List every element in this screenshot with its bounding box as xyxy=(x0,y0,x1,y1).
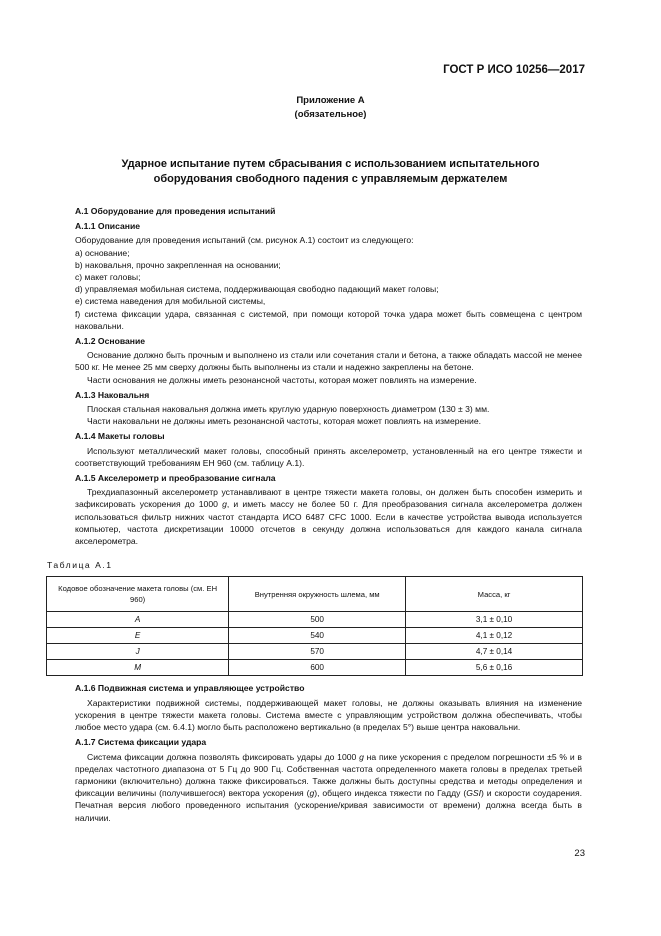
section-a13-heading: A.1.3 Наковальня xyxy=(75,389,150,400)
table-cell: 4,7 ± 0,14 xyxy=(406,644,583,660)
section-a12-heading: A.1.2 Основание xyxy=(75,336,146,347)
annex-title: Приложение А xyxy=(296,95,365,106)
table-cell: 3,1 ± 0,10 xyxy=(406,612,583,628)
section-a14-heading: A.1.4 Макеты головы xyxy=(75,431,165,442)
table-cell: E xyxy=(47,628,229,644)
section-a16-heading: A.1.6 Подвижная система и управляющее устройство xyxy=(75,683,305,694)
paragraph: Система фиксации должна позволять фиксировать удары до 1000 g на пике ускорения с пределом погрешности ±5 % и в пределах частотного диапазона от 5 Гц до 900 Гц. Собственная частота определенного макета головы в пределах третьей гармоники (включительно) должна также фиксироваться. Также должны быть доступны средства и методы определения и фиксации величины (получившегося) вектора ускорения (g), общего индекса тяжести по Гадду (GSI) и скорости соударения. Печатная версия любого проведенного испытания (ускорение/кривая зависимости от времени) должна всегда быть в наличии. xyxy=(75,751,583,823)
annex-subtitle: (обязательное) xyxy=(294,109,367,120)
table-row xyxy=(47,644,583,660)
table-cell: 5,6 ± 0,16 xyxy=(406,660,583,676)
table-label: Таблица А.1 xyxy=(47,560,113,571)
title-line-2: оборудования свободного падения с управляемым держателем xyxy=(153,173,508,185)
standard-code: ГОСТ Р ИСО 10256—2017 xyxy=(443,64,585,76)
section-a11-intro: Оборудование для проведения испытаний (см. рисунок А.1) состоит из следующего: xyxy=(75,235,414,246)
list-item: b) наковальня, прочно закрепленная на основании; xyxy=(75,259,281,270)
column-header: Кодовое обозначение макета головы (см. ЕН 960) xyxy=(47,577,229,612)
paragraph: Характеристики подвижной системы, поддерживающей макет головы, не должны оказывать влияния на изменение ускорения в центре тяжести макета головы. Система вместе с управляющим устройством должна обеспечивать, чтобы любое место удара (см. 6.4.1) могло быть расположено вертикально (в пределах 5°) выше центра наковальни. xyxy=(75,697,582,733)
paragraph: Используют металлический макет головы, способный принять акселерометр, установленный на его центре тяжести и соответствующий требованиям ЕН 960 (см. таблицу А.1). xyxy=(75,445,582,468)
table-cell: 600 xyxy=(229,660,406,676)
paragraph: Части наковальни не должны иметь резонансной частоты, которая может повлиять на измерение. xyxy=(87,416,482,427)
table-cell: J xyxy=(47,644,229,660)
column-header: Масса, кг xyxy=(406,577,583,612)
table-cell: 4,1 ± 0,12 xyxy=(406,628,583,644)
table-cell: 500 xyxy=(229,612,406,628)
title-line-1: Ударное испытание путем сбрасывания с использованием испытательного xyxy=(121,158,540,170)
annex-heading xyxy=(0,94,661,122)
section-a11-heading: A.1.1 Описание xyxy=(75,221,141,232)
list-item: c) макет головы; xyxy=(75,272,141,283)
list-item: a) основание; xyxy=(75,247,130,258)
table-row xyxy=(47,660,583,676)
list-item: f) система фиксации удара, связанная с системой, при помощи которой точка удара может быть совмещена с центром наковальни. xyxy=(75,308,582,331)
table-header-row xyxy=(47,577,583,612)
section-a1-heading: A.1 Оборудование для проведения испытаний xyxy=(75,206,276,216)
table-row xyxy=(47,628,583,644)
section-a15-heading: A.1.5 Акселерометр и преобразование сигнала xyxy=(75,473,276,484)
table-cell: A xyxy=(47,612,229,628)
paragraph: Части основания не должны иметь резонансной частоты, которая может повлиять на измерение. xyxy=(87,374,477,385)
table-cell: 540 xyxy=(229,628,406,644)
paragraph: Трехдиапазонный акселерометр устанавливают в центре тяжести макета головы, он должен быть способен измерить и зафиксировать ускорения до 1000 g, и иметь массу не более 50 г. Для преобразования сигнала акселерометра должен использоваться фильтр нижних частот стандарта ИСО 6487 CFC 1000. Если в качестве устройства вывода используется компьютер, частота дискретизации 10000 отсчетов в секунду должна использоваться для каждого канала сигнала акселерометра. xyxy=(75,487,583,547)
table-row xyxy=(47,612,583,628)
list-item: d) управляемая мобильная система, поддерживающая свободно падающий макет головы; xyxy=(75,284,439,295)
page-number: 23 xyxy=(574,848,585,859)
head-form-table xyxy=(46,576,583,676)
column-header: Внутренняя окружность шлема, мм xyxy=(229,577,406,612)
paragraph: Плоская стальная наковальня должна иметь круглую ударную поверхность диаметром (130 ± 3) мм. xyxy=(87,404,490,415)
table-cell: 570 xyxy=(229,644,406,660)
document-body xyxy=(47,203,583,824)
table-cell: M xyxy=(47,660,229,676)
document-title xyxy=(60,157,601,187)
paragraph: Основание должно быть прочным и выполнено из стали или сочетания стали и бетона, а также обладать массой не менее 500 кг. Не менее 25 мм сверху должны быть выполнены из стали и надежно закреплены на бетоне. xyxy=(75,350,582,373)
section-a17-heading: A.1.7 Система фиксации удара xyxy=(75,737,207,748)
list-item: e) система наведения для мобильной системы, xyxy=(75,296,266,307)
